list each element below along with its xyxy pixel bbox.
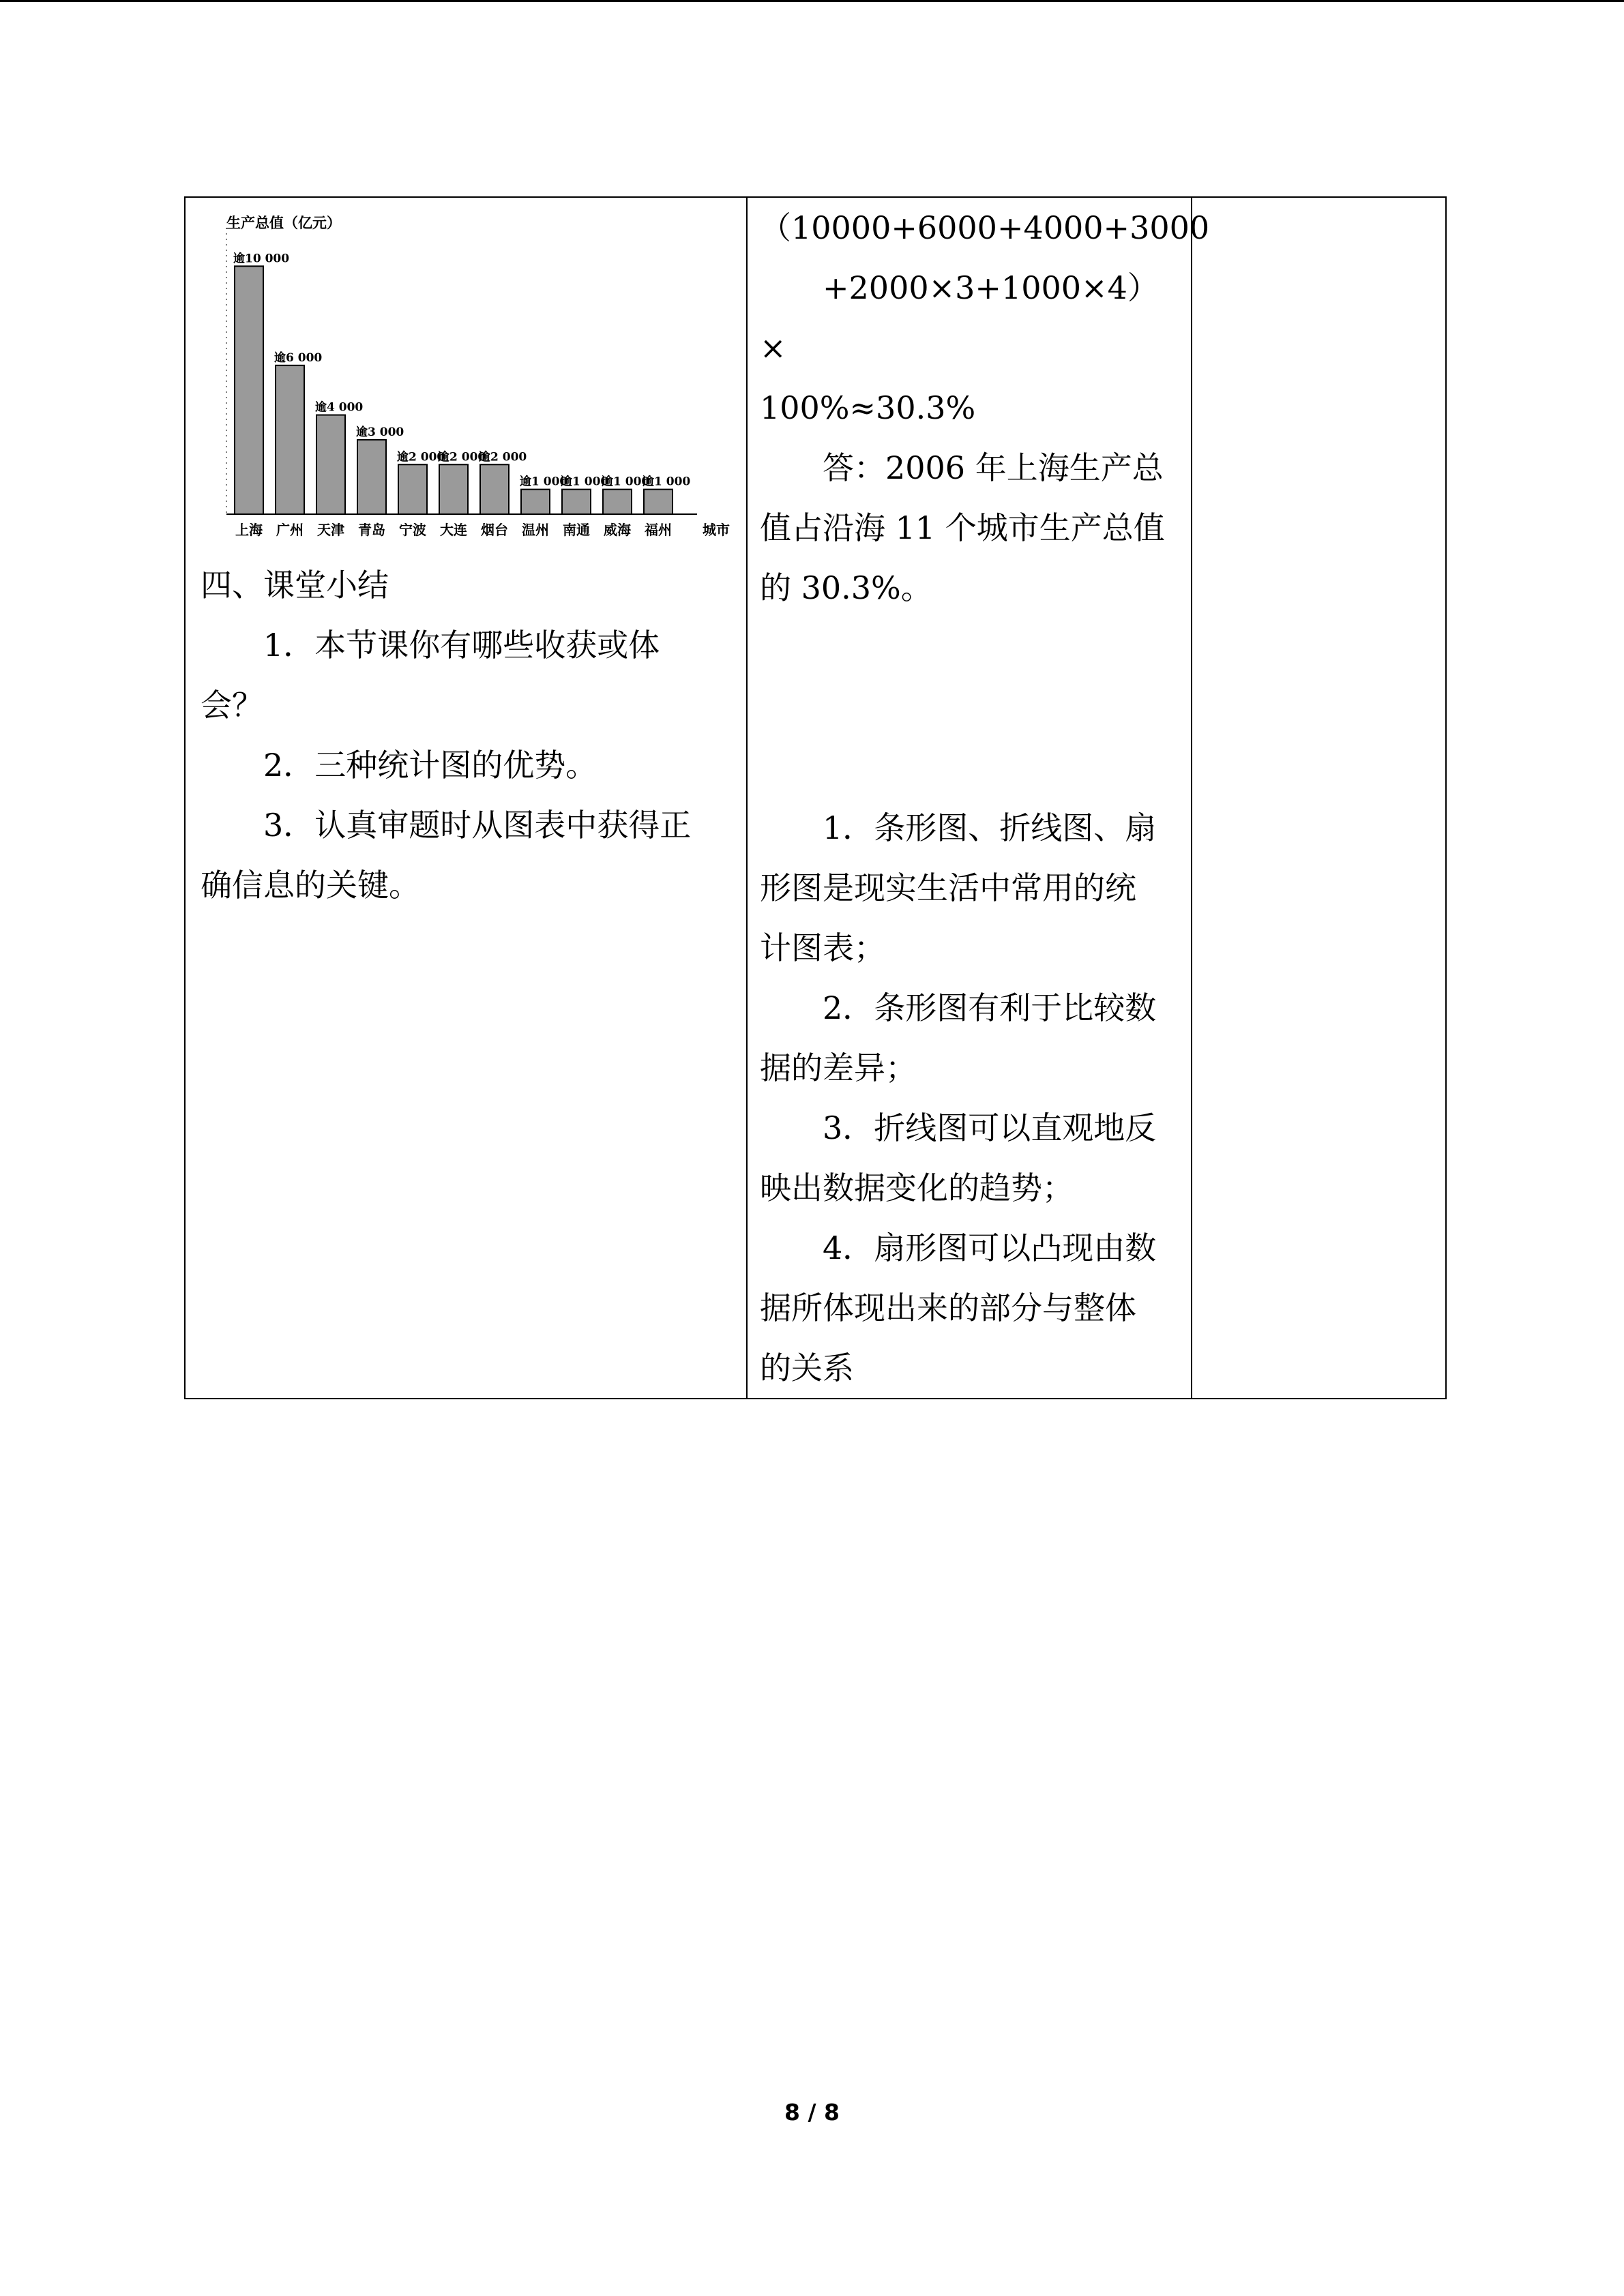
bar-7	[521, 490, 550, 514]
bar-value-label: 逾1 000	[520, 475, 568, 489]
bar-1	[276, 366, 304, 514]
bar-value-label: 逾1 000	[602, 475, 650, 489]
bar-value-label: 逾2 000	[479, 450, 527, 464]
bar-value-label: 逾3 000	[356, 425, 404, 439]
bar-value-label: 逾2 000	[438, 450, 486, 464]
bar-10	[644, 490, 673, 514]
summary-point-2a: 2．条形图有利于比较数	[823, 989, 1157, 1026]
bar-value-label: 逾10 000	[233, 252, 290, 266]
x-tick-label: 威海	[604, 522, 631, 538]
lesson-table	[184, 196, 1447, 1399]
x-tick-label: 福州	[645, 522, 672, 538]
gdp-bar-chart	[199, 200, 731, 555]
summary-point-4a: 4．扇形图可以凸现由数	[823, 1229, 1157, 1266]
calc-line-3: 100%≈30.3%	[760, 389, 976, 426]
chart-svg	[199, 200, 731, 555]
summary-question-3a: 3．认真审题时从图表中获得正	[263, 807, 692, 844]
summary-point-3b: 映出数据变化的趋势；	[760, 1169, 1074, 1206]
bar-4	[398, 464, 427, 514]
x-tick-label: 青岛	[358, 522, 385, 538]
x-tick-label: 大连	[440, 522, 467, 538]
summary-heading: 四、课堂小结	[201, 567, 389, 603]
bar-5	[439, 464, 468, 514]
x-tick-label: 天津	[317, 522, 344, 538]
summary-point-1c: 计图表；	[760, 929, 885, 966]
summary-point-2b: 据的差异；	[760, 1049, 917, 1086]
answer-line-3: 的 30.3%。	[760, 569, 932, 606]
answer-line-2: 值占沿海 11 个城市生产总值	[760, 509, 1165, 546]
bar-value-label: 逾4 000	[315, 400, 364, 415]
bar-8	[562, 490, 591, 514]
x-axis-label: 城市	[703, 522, 730, 538]
bar-0	[235, 266, 263, 514]
answer-cell	[747, 197, 1210, 1399]
bar-6	[480, 464, 509, 514]
x-tick-label: 广州	[276, 522, 304, 538]
page-number: 8 / 8	[784, 2099, 840, 2126]
x-tick-label: 宁波	[399, 522, 426, 538]
bar-2	[316, 415, 345, 514]
bar-3	[357, 440, 386, 514]
bar-value-label: 逾2 000	[397, 450, 445, 464]
x-tick-label: 上海	[235, 522, 263, 538]
bar-value-label: 逾6 000	[274, 351, 323, 365]
summary-point-4b: 据所体现出来的部分与整体	[760, 1289, 1136, 1326]
summary-point-1b: 形图是现实生活中常用的统	[760, 869, 1136, 906]
summary-question-1a: 1．本节课你有哪些收获或体	[263, 627, 660, 664]
table-row	[185, 197, 1446, 1399]
summary-question-1b: 会？	[201, 687, 263, 724]
bar-value-label: 逾1 000	[643, 475, 691, 489]
bar-9	[603, 490, 632, 514]
y-axis-label: 生产总值（亿元）	[226, 214, 341, 231]
x-tick-label: 烟台	[481, 522, 508, 538]
bar-value-label: 逾1 000	[561, 475, 609, 489]
answer-line-1: 答：2006 年上海生产总	[823, 449, 1164, 486]
notes-cell	[1192, 197, 1446, 1399]
summary-point-4c: 的关系	[760, 1350, 854, 1386]
summary-question-3b: 确信息的关键。	[201, 867, 420, 904]
top-border-line	[0, 0, 1624, 2]
calc-line-1: （10000+6000+4000+3000	[760, 209, 1210, 246]
activity-cell	[185, 197, 747, 1399]
summary-point-1a: 1．条形图、折线图、扇	[823, 809, 1157, 846]
summary-question-2: 2．三种统计图的优势。	[263, 747, 597, 784]
spacer	[748, 618, 1191, 798]
summary-point-3a: 3．折线图可以直观地反	[823, 1109, 1157, 1146]
calc-line-2: +2000×3+1000×4）×	[760, 269, 1159, 366]
x-tick-label: 温州	[522, 522, 549, 538]
x-tick-label: 南通	[563, 522, 590, 538]
